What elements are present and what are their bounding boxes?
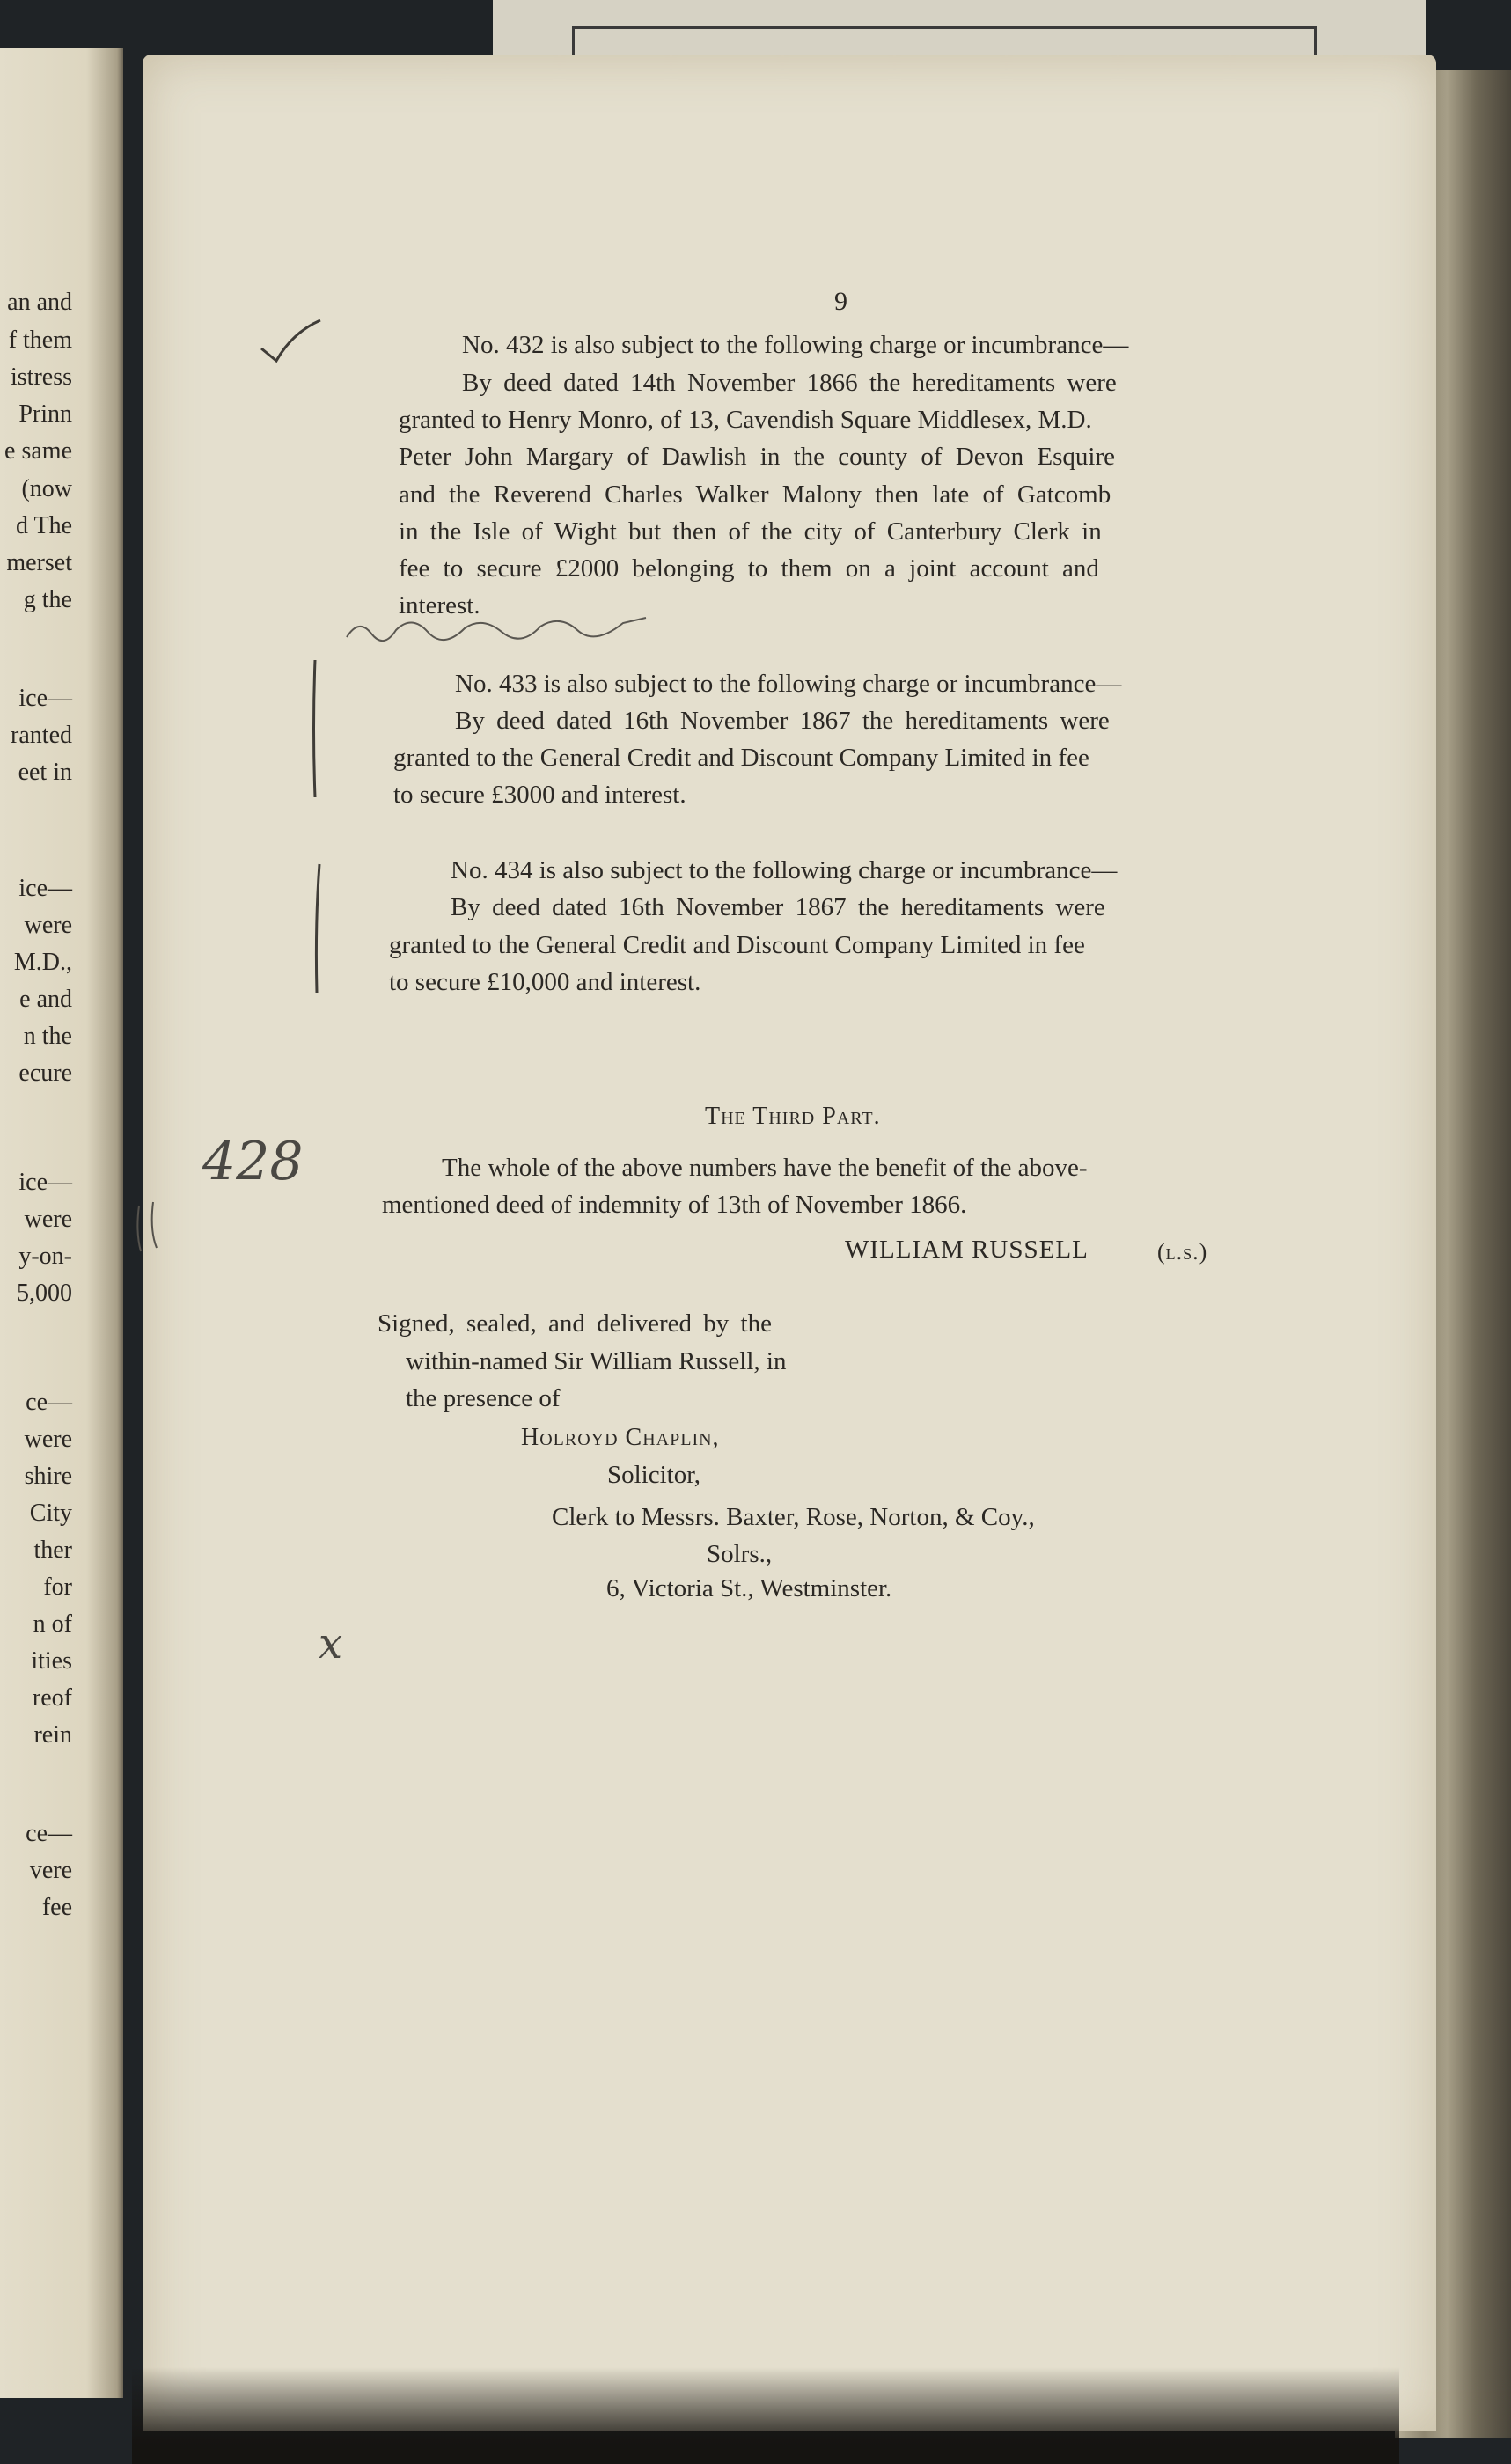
left-page-fragment	[0, 48, 123, 2398]
left-page-text-fragment: ce—	[26, 1820, 72, 1847]
para-434-line: No. 434 is also subject to the following charge or incumbrance—	[451, 856, 1118, 884]
para-433-line: to secure £3000 and interest.	[393, 781, 686, 809]
para-433-line: By deed dated 16th November 1867 the hereditaments were	[455, 707, 1110, 735]
attestation-line: within-named Sir William Russell, in	[406, 1347, 787, 1375]
left-page-text-fragment: reof	[32, 1684, 72, 1712]
left-page-text-fragment: ranted	[11, 722, 72, 749]
left-page-text-fragment: ice—	[18, 685, 72, 712]
left-page-text-fragment: e same	[4, 437, 72, 465]
left-page-text-fragment: Prinn	[18, 400, 72, 428]
para-432-line: fee to secure £2000 belonging to them on a joint account and	[399, 554, 1099, 583]
left-page-text-fragment: e and	[19, 986, 72, 1013]
left-page-text-fragment: n the	[23, 1023, 72, 1050]
left-page-text-fragment: ities	[31, 1647, 72, 1675]
left-page-text-fragment: f them	[8, 326, 72, 354]
left-page-text-fragment: rein	[33, 1721, 72, 1749]
signatory-name: WILLIAM RUSSELL	[845, 1236, 1089, 1264]
page-shadow	[132, 2367, 1399, 2464]
para-432-line: No. 432 is also subject to the following charge or incumbrance—	[462, 331, 1129, 359]
para-432-line: Peter John Margary of Dawlish in the county of Devon Esquire	[399, 443, 1115, 471]
left-page-text-fragment: ther	[33, 1536, 72, 1564]
left-page-text-fragment: ice—	[18, 1169, 72, 1196]
para-432-line: interest.	[399, 591, 480, 620]
left-page-text-fragment: were	[24, 912, 72, 939]
left-page-text-fragment: for	[43, 1573, 72, 1601]
margin-bracket-icon	[310, 658, 320, 799]
handwritten-x-mark: x	[319, 1619, 343, 1668]
left-page-text-fragment: merset	[6, 549, 72, 576]
para-432-line: and the Reverend Charles Walker Malony then late of Gatcomb	[399, 480, 1111, 509]
third-part-heading: The Third Part.	[705, 1103, 881, 1130]
para-432-line: By deed dated 14th November 1866 the hereditaments were	[462, 369, 1117, 397]
left-page-text-fragment: istress	[11, 363, 72, 391]
witness-address: 6, Victoria St., Westminster.	[606, 1574, 892, 1602]
witness-solrs: Solrs.,	[707, 1540, 773, 1568]
margin-bracket-icon	[312, 862, 324, 994]
left-page-text-fragment: eet in	[18, 759, 72, 786]
third-part-line: mentioned deed of indemnity of 13th of November 1866.	[382, 1191, 967, 1219]
left-page-text-fragment: vere	[29, 1857, 72, 1884]
left-page-text-fragment: shire	[24, 1463, 72, 1490]
para-432-line: in the Isle of Wight but then of the city of Canterbury Clerk in	[399, 517, 1102, 546]
left-page-text-fragment: were	[24, 1206, 72, 1233]
check-mark-icon	[257, 315, 327, 368]
left-page-text-fragment: were	[24, 1426, 72, 1453]
attestation-line: Signed, sealed, and delivered by the	[378, 1309, 772, 1338]
para-434-line: granted to the General Credit and Discount Company Limited in fee	[389, 931, 1085, 959]
left-page-text-fragment: 5,000	[17, 1280, 72, 1307]
left-page-text-fragment: an and	[7, 289, 72, 316]
handwritten-scribble	[341, 607, 658, 651]
para-433-line: granted to the General Credit and Discount Company Limited in fee	[393, 744, 1089, 772]
witness-role: Solicitor,	[607, 1461, 700, 1489]
left-page-text-fragment: d The	[15, 512, 72, 539]
witness-clerk: Clerk to Messrs. Baxter, Rose, Norton, & Coy.,	[552, 1503, 1035, 1531]
left-page-text-fragment: M.D.,	[13, 949, 72, 976]
left-page-text-fragment: ice—	[18, 875, 72, 902]
para-433-line: No. 433 is also subject to the following charge or incumbrance—	[455, 670, 1122, 698]
left-page-text-fragment: fee	[41, 1894, 72, 1921]
third-part-line: The whole of the above numbers have the benefit of the above-	[442, 1154, 1088, 1182]
handwritten-mark	[130, 1197, 174, 1258]
para-434-line: By deed dated 16th November 1867 the hereditaments were	[451, 893, 1105, 921]
witness-name: Holroyd Chaplin,	[521, 1424, 720, 1451]
page-number: 9	[834, 287, 847, 316]
handwritten-number: 428	[202, 1131, 304, 1192]
left-page-text-fragment: ce—	[26, 1389, 72, 1416]
left-page-text-fragment: y-on-	[18, 1243, 72, 1270]
left-page-text-fragment: n of	[33, 1610, 72, 1638]
para-434-line: to secure £10,000 and interest.	[389, 968, 701, 996]
left-page-text-fragment: g the	[23, 586, 72, 613]
para-432-line: granted to Henry Monro, of 13, Cavendish Square Middlesex, M.D.	[399, 406, 1092, 434]
seal-mark: (l.s.)	[1157, 1239, 1208, 1265]
attestation-line: the presence of	[406, 1384, 561, 1412]
left-page-text-fragment: City	[29, 1500, 72, 1527]
left-page-text-fragment: ecure	[18, 1060, 72, 1087]
left-page-text-fragment: (now	[21, 475, 72, 502]
